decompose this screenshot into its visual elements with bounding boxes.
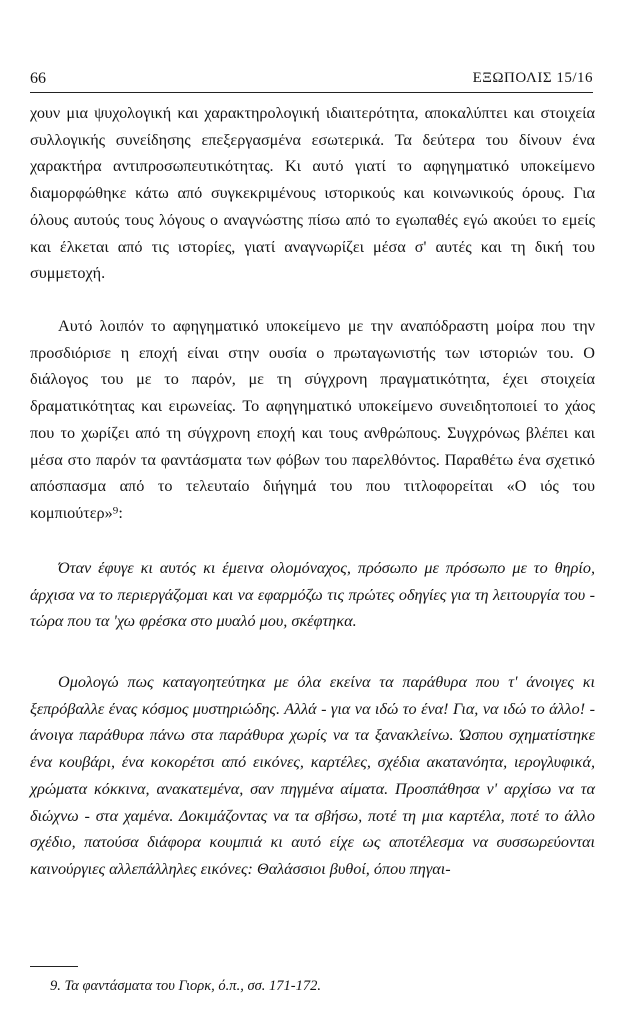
running-header (30, 70, 593, 93)
footnote: 9. Τα φαντάσματα του Γιορκ, ό.π., σσ. 171-172. (50, 978, 321, 994)
quote-paragraph-2: Ομολογώ πως καταγοητεύτηκα με όλα εκείνα τα παράθυρα που τ' άνοιγες κι ξεπρόβαλλε ένας κόσμος μυστηριώδης. Αλλά - για να ιδώ το ένα! Για, να ιδώ το άλλο! - άνοιγα παράθυρα πάνω στα παράθυρα χωρίς να τα ξανακλείνω. Ώσπου σχηματίστηκε ένα κουβάρι, ένα κοκορέτσι από εικόνες, καρτέλες, σχέδια ακατανόητα, ιερογλυφικά, χρώματα κόκκινα, ανακατεμένα, σαν πηγμένα αίματα. Προσπάθησα ν' αρχίσω να τα διώχνω - στα χαμένα. Δοκιμάζοντας να τα σβήσω, ποτέ τη μια καρτέλα, ποτέ το άλλο σχέδιο, πατούσα διάφορα κουμπιά κι αυτό είχε ως αποτέλεσμα να συσσωρεύονται καινούργιες αλλεπάλληλες εικόνες: Θαλάσσιοι βυθοί, όπου πηγαι- (30, 673, 595, 878)
paragraph-continued: χουν μια ψυχολογική και χαρακτηρολογική ιδιαιτερότητα, αποκαλύπτει και στοιχεία συλλογικής συνείδησης επεξεργασμένα εσωτερικά. Τα δεύτερα του δίνουν ένα χαρακτήρα αντιπροσωπευτικότητας. Κι αυτό γιατί το αφηγηματικό υποκείμενο διαμορφώθηκε κάτω από συγκεκριμένους ιστορικούς και κοινωνικούς όρους. Για όλους αυτούς τους λόγους ο αναγνώστης πίσω από το εγωπαθές εγώ ακούει το εμείς και έλκεται από τις ιστορίες, γιατί αναγνωρίζει μέσα σ' αυτές και τη δική του συμμετοχή. (30, 104, 595, 283)
page-number: 66 (30, 70, 46, 87)
quote-paragraph-1: Όταν έφυγε κι αυτός κι έμεινα ολομόναχος, πρόσωπο με πρόσωπο με το θηρίο, άρχισα να το περιεργάζομαι και να εφαρμόζω τις πρώτες οδηγίες για τη λειτουργία του - τώρα που τα 'χω φρέσκα στο μυαλό μου, σκέφτηκα. (30, 559, 595, 631)
paragraph-subject: Αυτό λοιπόν το αφηγηματικό υποκείμενο με την αναπόδραστη μοίρα που την προσδιόρισε η εποχή είναι στην ουσία ο πρωταγωνιστής των ιστοριών του. Ο διάλογος του με το παρόν, με τη σύγχρονη πραγματικότητα, έχει στοιχεία δραματικότητας και ειρωνείας. Το αφηγηματικό υποκείμενο συνειδητοποιεί το χάος που το χωρίζει από τη σύγχρονη εποχή και τους ανθρώπους. Συγχρόνως βλέπει και μέσα στο παρόν τα φαντάσματα των φόβων του παρελθόντος. Παραθέτω ένα σχετικό απόσπασμα από το τελευταίο διήγημά του που τιτλοφορείται «Ο ιός του κομπιούτερ»⁹: (30, 317, 595, 522)
journal-title: ΕΞΩΠΟΛΙΣ 15/16 (472, 70, 593, 86)
footnote-rule (30, 966, 78, 967)
page-body (30, 100, 595, 883)
